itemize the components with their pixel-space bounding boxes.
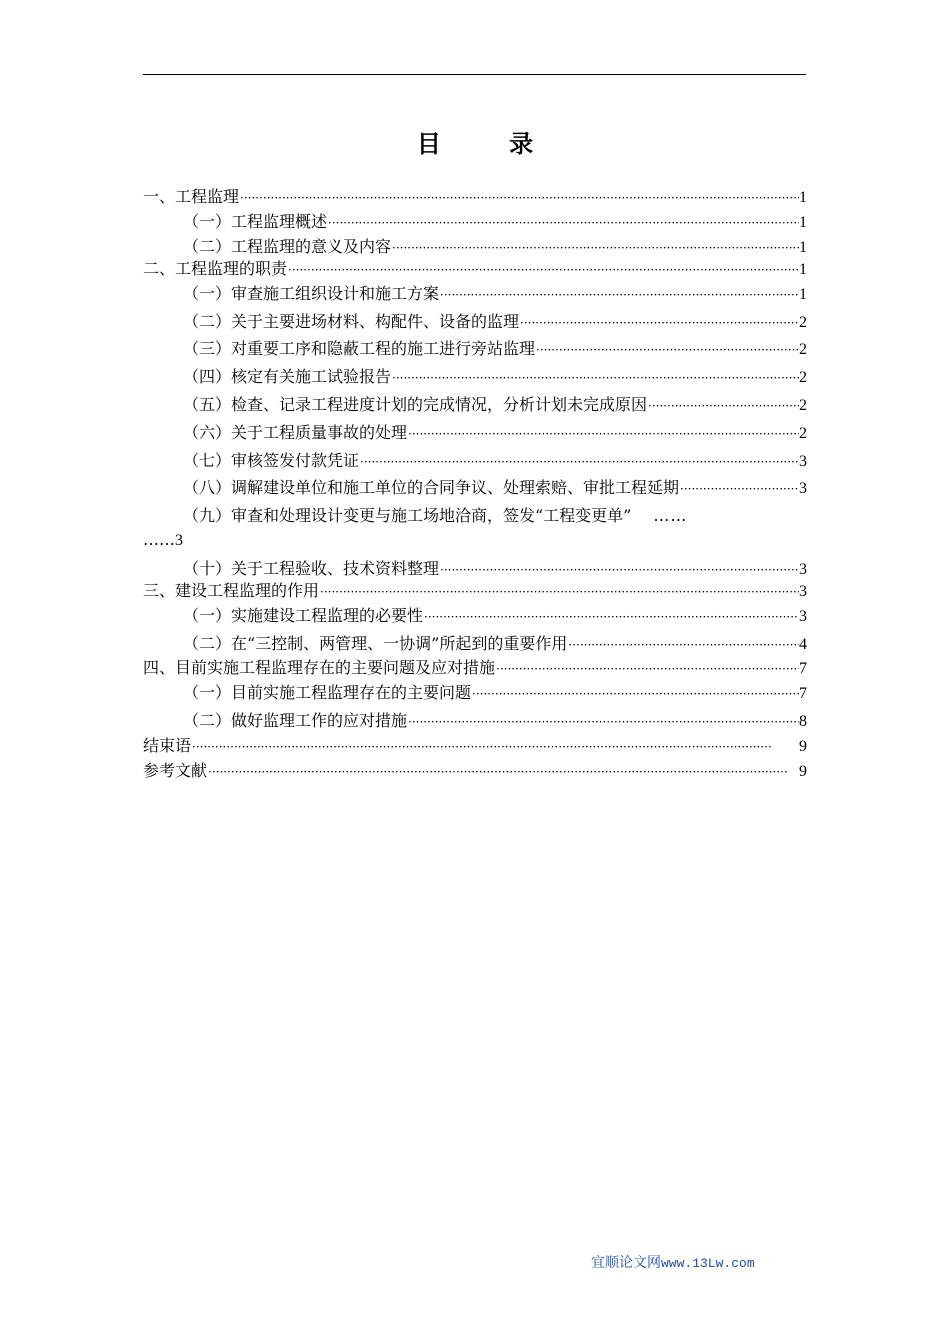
toc-entry[interactable] — [143, 363, 807, 391]
toc-entry-text: （二）在“三控制、两管理、一协调”所起到的重要作用 — [183, 633, 568, 653]
toc-entry[interactable] — [143, 602, 807, 630]
toc-entry-page: 2 — [799, 396, 807, 414]
toc-entry-text: （一）工程监理概述 — [183, 212, 328, 231]
toc-entry[interactable] — [143, 558, 807, 580]
toc-entry-text: 一、工程监理 — [143, 187, 240, 206]
toc-entry-text: （十）关于工程验收、技术资料整理 — [183, 558, 440, 578]
toc-leader — [439, 559, 799, 580]
toc-leader — [407, 709, 799, 735]
toc-entry-text: 四、目前实施工程监理存在的主要问题及应对措施 — [143, 658, 496, 678]
toc-entry[interactable] — [143, 735, 807, 757]
table-of-contents — [143, 186, 807, 785]
toc-leader — [495, 658, 799, 679]
footer-watermark[interactable] — [591, 1252, 755, 1272]
toc-entry[interactable] — [143, 280, 807, 308]
toc-entry-page: 3 — [799, 452, 807, 470]
toc-entry[interactable] — [143, 335, 807, 363]
toc-entry-text: （二）工程监理的意义及内容 — [183, 236, 392, 256]
toc-entry[interactable] — [143, 707, 807, 735]
toc-entry-page: 8 — [799, 713, 807, 731]
toc-entry-line1 — [183, 502, 807, 530]
toc-entry-page: 1 — [799, 189, 807, 206]
toc-entry-page: 3 — [799, 560, 807, 578]
header-rule — [143, 74, 806, 75]
toc-leader — [239, 187, 799, 208]
toc-leader — [567, 632, 799, 658]
toc-entry-text: 三、建设工程监理的作用 — [143, 580, 320, 600]
toc-entry-text: （一）目前实施工程监理存在的主要问题 — [183, 683, 472, 703]
toc-leader-line2: …… — [143, 529, 175, 549]
toc-entry[interactable] — [143, 258, 807, 280]
toc-entry-text: 结束语 — [143, 735, 192, 755]
toc-entry-page: 3 — [175, 531, 183, 549]
toc-leader — [391, 237, 799, 258]
toc-entry-page: 2 — [799, 341, 807, 359]
toc-entry-page: 1 — [799, 260, 807, 278]
toc-entry[interactable] — [143, 419, 807, 447]
toc-entry[interactable] — [143, 308, 807, 336]
toc-entry-text: （二）关于主要进场材料、构配件、设备的监理 — [183, 311, 520, 331]
toc-entry[interactable] — [143, 757, 807, 785]
toc-entry[interactable] — [143, 208, 807, 236]
toc-entry-text: （六）关于工程质量事故的处理 — [183, 422, 408, 442]
toc-leader — [407, 421, 799, 447]
toc-entry[interactable] — [143, 186, 807, 208]
toc-entry-text: （三）对重要工序和隐蔽工程的施工进行旁站监理 — [183, 339, 536, 359]
toc-entry-page: 7 — [799, 660, 807, 678]
toc-leader — [519, 310, 799, 336]
toc-leader — [391, 365, 799, 391]
toc-entry-wrapped[interactable] — [143, 502, 807, 558]
page-title: 目 录 — [416, 129, 564, 158]
toc-entry-text: 二、工程监理的职责 — [143, 258, 288, 278]
toc-entry-page: 3 — [799, 582, 807, 600]
toc-entry-page: 1 — [799, 214, 807, 231]
toc-leader — [207, 759, 799, 785]
toc-entry-text: （七）审核签发付款凭证 — [183, 450, 360, 470]
toc-entry[interactable] — [143, 447, 807, 475]
toc-entry-text: （一）实施建设工程监理的必要性 — [183, 605, 424, 625]
toc-entry-page: 4 — [799, 635, 807, 653]
toc-entry-text: （一）审查施工组织设计和施工方案 — [183, 283, 440, 303]
toc-entry-text: （五）检查、记录工程进度计划的完成情况，分析计划未完成原因 — [183, 394, 648, 414]
toc-entry[interactable] — [143, 630, 807, 658]
toc-entry-text: （二）做好监理工作的应对措施 — [183, 711, 408, 731]
footer-site-name: 宜顺论文网 — [591, 1255, 661, 1271]
toc-entry-text: （八）调解建设单位和施工单位的合同争议、处理索赔、审批工程延期 — [183, 478, 680, 498]
toc-leader-line1: …… — [653, 506, 688, 526]
toc-entry[interactable] — [143, 657, 807, 679]
toc-entry-page: 3 — [799, 480, 807, 498]
toc-entry-page: 9 — [799, 762, 807, 780]
toc-entry-text: （九）审查和处理设计变更与施工场地洽商，签发“工程变更单” — [183, 506, 632, 526]
toc-entry-page: 1 — [799, 238, 807, 256]
toc-leader — [423, 604, 799, 630]
toc-entry[interactable] — [143, 679, 807, 707]
toc-leader — [359, 449, 799, 475]
toc-entry-page: 2 — [799, 369, 807, 387]
toc-leader — [191, 736, 799, 757]
toc-entry-text: （四）核定有关施工试验报告 — [183, 367, 392, 387]
toc-leader — [471, 681, 799, 707]
toc-leader — [327, 210, 799, 236]
toc-entry-page: 3 — [799, 607, 807, 625]
toc-entry-page: 9 — [799, 737, 807, 755]
toc-leader — [679, 476, 799, 502]
toc-entry-text: 参考文献 — [143, 760, 208, 780]
toc-leader — [535, 337, 799, 363]
toc-leader — [439, 282, 799, 308]
toc-entry-page: 7 — [799, 685, 807, 703]
toc-leader — [319, 581, 799, 602]
toc-entry[interactable] — [143, 580, 807, 602]
toc-leader — [647, 393, 799, 419]
toc-entry-page: 1 — [799, 285, 807, 303]
footer-url[interactable]: www.13Lw.com — [661, 1256, 755, 1271]
toc-entry[interactable] — [143, 474, 807, 502]
toc-leader — [287, 259, 799, 280]
toc-entry[interactable] — [143, 391, 807, 419]
toc-entry-line2 — [143, 530, 807, 558]
toc-entry[interactable] — [143, 236, 807, 258]
toc-entry-page: 2 — [799, 424, 807, 442]
toc-entry-page: 2 — [799, 313, 807, 331]
